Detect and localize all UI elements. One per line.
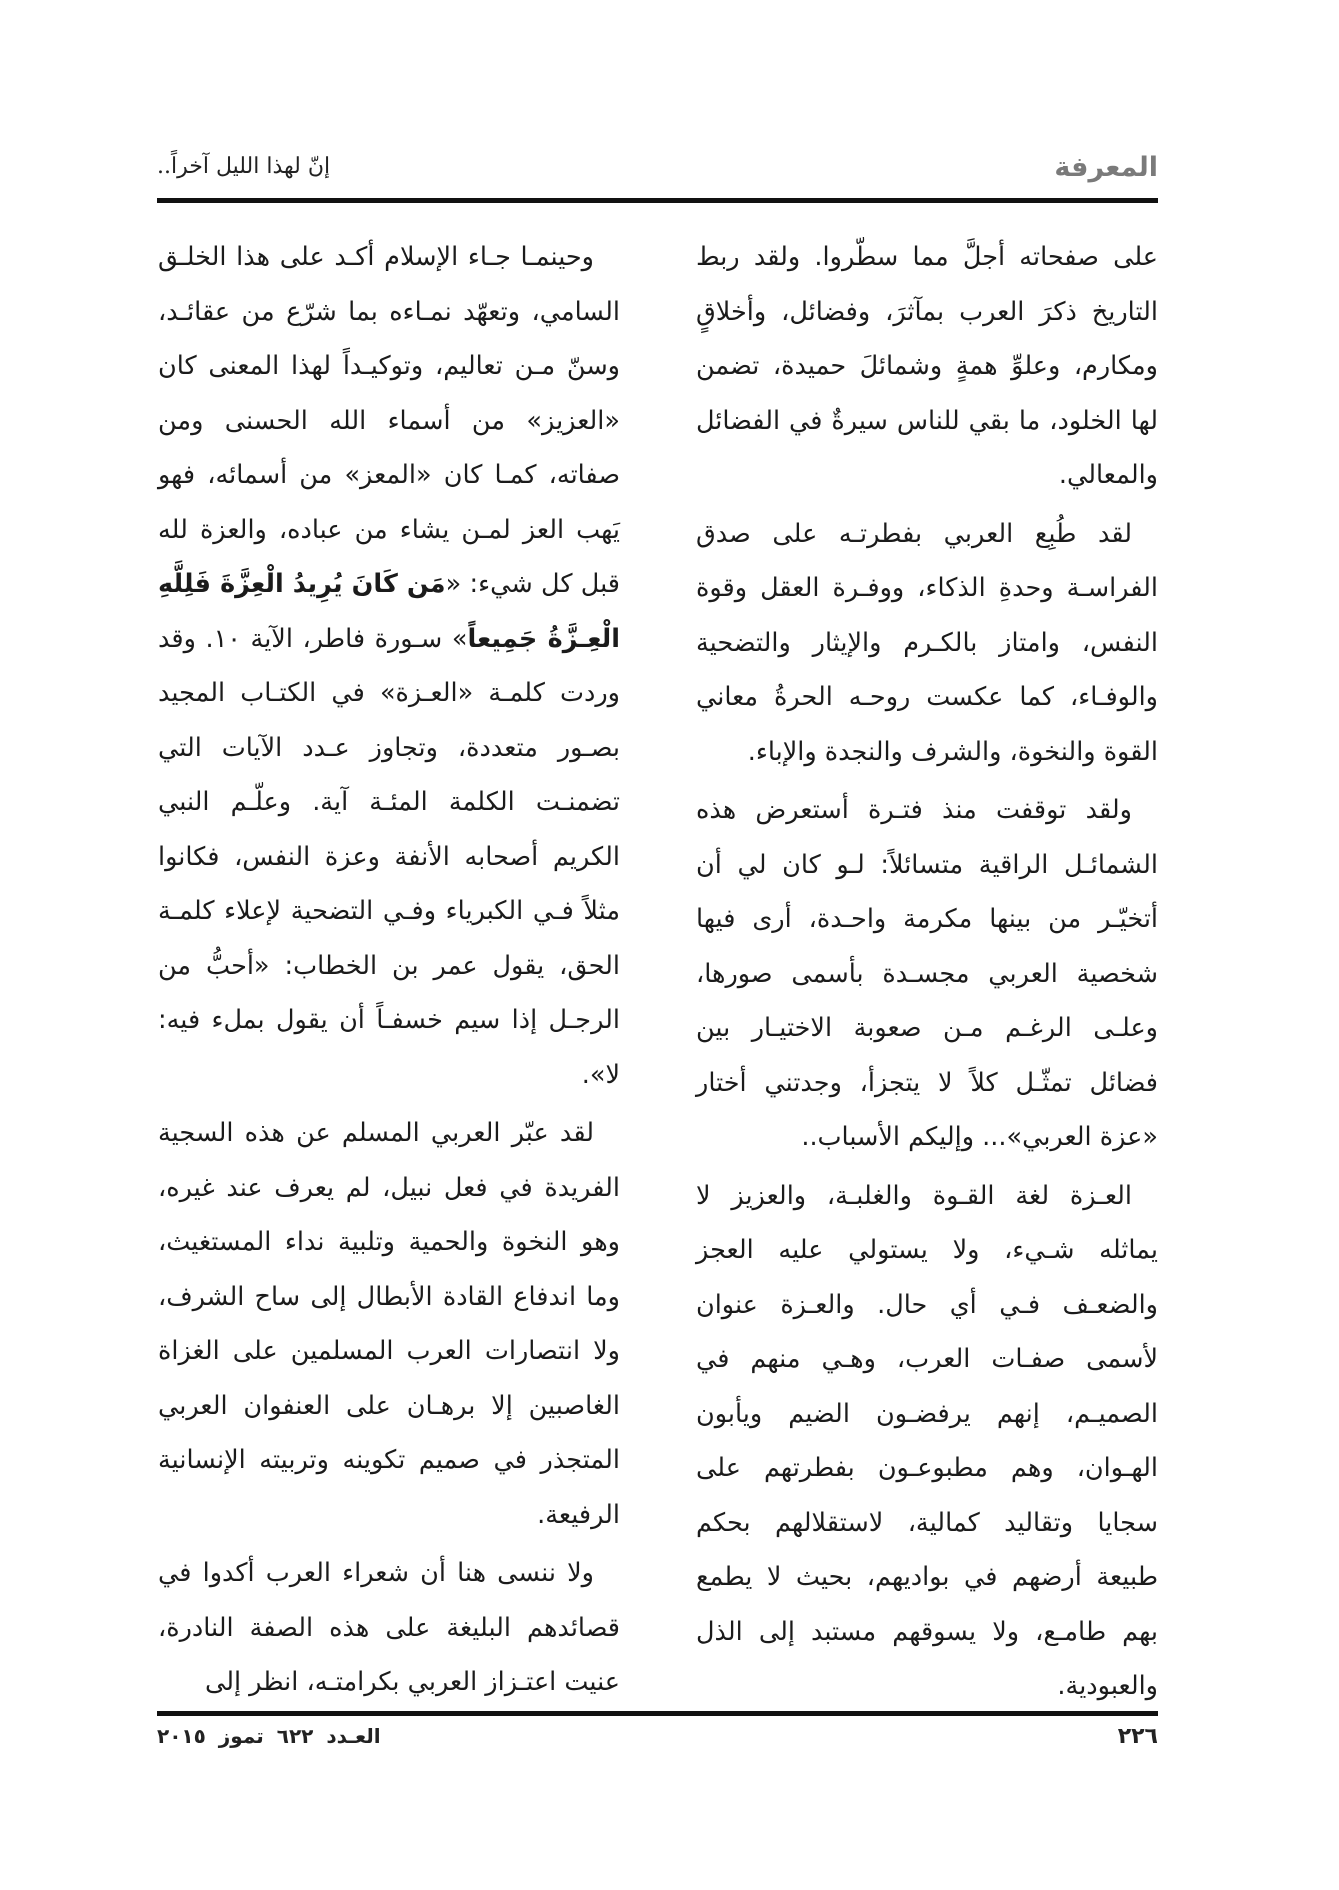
paragraph: لقد عبّر العربي المسلم عن هذه السجية الفريدة في فعل نبيل، لم يعرف عند غيره، وهو النخوة والحمية وتلبية نداء المستغيث، وما اندفاع القادة الأبطال إلى ساح الشرف، ولا انتصارات العرب المسلمين على الغزاة الغاصبين إلا برهـان على العنفوان العربي المتجذر في صميم تكوينه وتربيته الإنسانية الرفيعة. [158, 1118, 620, 1530]
paragraph: لقد طُبِع العربي بفطرتـه على صدق الفراسـة وحدةِ الذكاء، ووفـرة العقل وقوة النفس، وامتاز بالكـرم والإيثار والتضحية والوفـاء، كما عكست روحـه الحرةُ معاني القوة والنخوة، والشرف والنجدة والإباء. [696, 518, 1158, 767]
running-title: إنّ لهذا الليل آخراً.. [157, 154, 331, 179]
header-rule [157, 198, 1158, 203]
page-footer [157, 1724, 1158, 1764]
quran-verse: مَن كَانَ يُرِيدُ الْعِزَّةَ فَلِلَّهِ الْعِـزَّةُ جَمِيعاً [158, 569, 620, 654]
paragraph-text: » سـورة فاطر، الآية ١٠. وقد وردت كلمـة «العـزة» في الكتـاب المجيد بصـور متعددة، وتجاوز عـدد الآيات التي تضمنـت الكلمة المئـة آية. وعلّـم النبي الكريم أصحابه الأنفة وعزة النفس، فكانوا مثلاً فـي الكبرياء وفـي التضحية لإعلاء كلمـة الحق، يقول عمر بن الخطاب: «أحبُّ من الرجـل إذا سيم خسفـاً أن يقول بملء فيه: لا». [158, 623, 620, 1090]
paragraph-text: وحينمـا جـاء الإسلام أكـد على هذا الخلـق السامي، وتعهّد نمـاءه بما شرّع من عقائـد، وسنّ مـن تعاليم، وتوكيـداً لهذا المعنى كان «العزيز» من أسماء الله الحسنى ومن صفاته، كمـا كان «المعز» من أسمائه، فهو يَهب العز لمـن يشاء من عباده، والعزة لله قبل كل شيء: « [158, 242, 620, 599]
footer-rule [157, 1711, 1158, 1716]
paragraph: العـزة لغة القـوة والغلبـة، والعزيز لا يماثله شـيء، ولا يستولي عليه العجز والضعـف فـي أي حال. والعـزة عنوان لأسمى صفـات العرب، وهـي منهم في الصميـم، إنهم يرفضـون الضيم ويأبون الهـوان، وهم مطبوعـون بفطرتهم على سجايا وتقاليد كمالية، لاستقلالهم بحكم طبيعة أرضهم في بواديهم، بحيث لا يطمع بهم طامـع، ولا يسوقهم مستبد إلى الذل والعبودية. [696, 1180, 1158, 1701]
page-header [157, 152, 1158, 196]
page-number: ٢٢٦ [1117, 1724, 1158, 1749]
right-column [696, 230, 1158, 1718]
paragraph: ولا ننسى هنا أن شعراء العرب أكدوا في قصائدهم البليغة على هذه الصفة النادرة، عنيت اعتـزاز العربي بكرامتـه، انظر إلى [158, 1558, 620, 1697]
paragraph [158, 230, 620, 1102]
paragraph: على صفحاته أجلَّ مما سطّروا. ولقد ربط التاريخ ذكرَ العرب بمآثرَ، وفضائل، وأخلاقٍ ومكارم، وعلوِّ همةٍ وشمائلَ حميدة، تضمن لها الخلود، ما بقي للناس سيرةٌ في الفضائل والمعالي. [696, 242, 1158, 490]
paragraph: ولقد توقفت منذ فتـرة أستعرض هذه الشمائـل الراقية متسائلاً: لـو كان لي أن أتخيّـر من بينها مكرمة واحـدة، أرى فيها شخصية العربي مجسـدة بأسمى صورها، وعلـى الرغـم مـن صعوبة الاختيـار بين فضائل تمثّـل كلاً لا يتجزأ، وجدتني أختار «عزة العربي»... وإليكم الأسباب.. [696, 795, 1158, 1152]
left-column [158, 230, 620, 1714]
magazine-logo: المعرفة [1054, 152, 1158, 183]
issue-info: العـدد ٦٢٢ تموز ٢٠١٥ [157, 1724, 381, 1748]
